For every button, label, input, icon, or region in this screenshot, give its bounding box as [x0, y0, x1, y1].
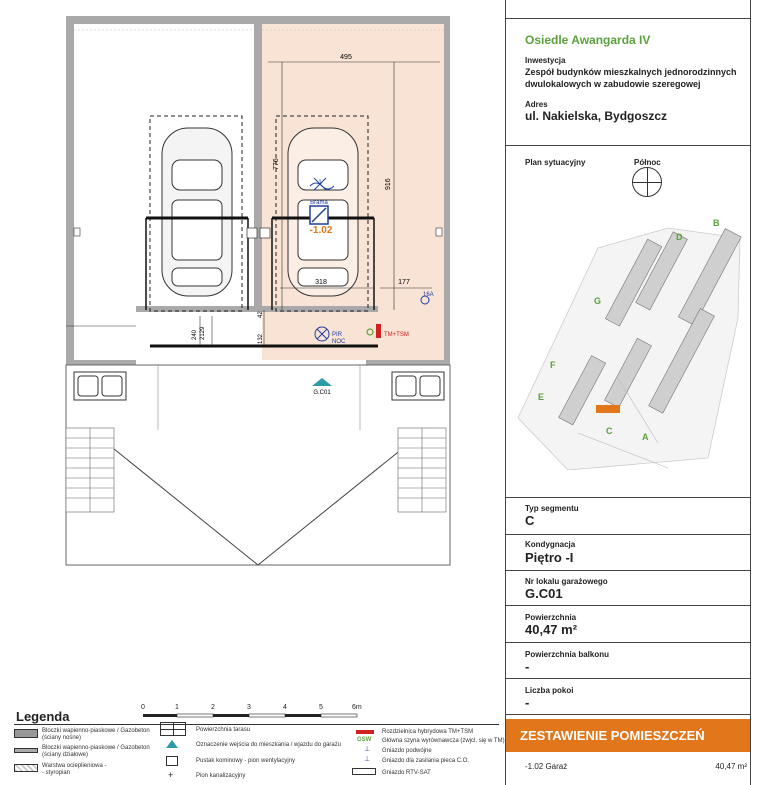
legend-item: Bloczki wapienno-piaskowe / Gazobeton (ściany działowe) — [42, 745, 150, 758]
floor-value: Piętro -I — [525, 550, 574, 565]
sensor-label-pir: PIR — [332, 332, 343, 338]
dim-177: 177 — [398, 279, 410, 286]
site-label-d: D — [676, 232, 683, 242]
legend-item: Główna szyna wyrównawcza (zwjcl. się w TM) — [382, 738, 505, 744]
sensor-label-noc: NOC — [332, 339, 346, 345]
legend-swatch-insulation — [14, 764, 38, 772]
panel-divider — [505, 605, 751, 606]
gsw-icon: GSW — [357, 737, 372, 743]
dim-318: 318 — [315, 279, 327, 286]
plus-icon: + — [168, 770, 174, 780]
legend-title: Legenda — [16, 709, 70, 724]
tm-label: TM+TSM — [384, 332, 409, 338]
panel-divider — [505, 18, 751, 19]
dim-2129: 2129 — [200, 326, 206, 340]
rooms-table-header: ZESTAWIENIE POMIESZCZEŃ — [506, 719, 750, 752]
garage-number-value: G.C01 — [525, 586, 563, 601]
address-label: Adres — [525, 100, 548, 109]
panel-divider — [505, 534, 751, 535]
dim-776: 776 — [273, 158, 280, 170]
legend-item: Pustak kominowy - pion wentylacyjny — [196, 758, 296, 764]
panel-divider — [505, 714, 751, 715]
rooms-label: Liczba pokoi — [525, 686, 574, 695]
rooms-value: - — [525, 695, 530, 710]
segment-label: Typ segmentu — [525, 504, 579, 513]
tm-panel — [376, 324, 381, 338]
segment-value: C — [525, 513, 535, 528]
north-compass-icon — [632, 167, 662, 197]
entrance-marker — [312, 378, 332, 386]
dim-132: 132 — [258, 333, 264, 344]
site-label-g: G — [594, 296, 602, 306]
legend-item: Gniazdo RTV-SAT — [382, 770, 431, 776]
site-plan-label: Plan sytuacyjny — [525, 158, 586, 167]
address-value: ul. Nakielska, Bydgoszcz — [525, 109, 668, 123]
gate-label: Brama — [310, 200, 328, 206]
room-name: -1.02 Garaż — [525, 762, 568, 771]
investment-line1: Zespół budynków mieszkalnych jednorodzinnych — [525, 67, 737, 77]
legend-item: Pion kanalizacyjny — [196, 773, 246, 779]
dim-42: 42 — [258, 311, 264, 318]
panel-divider — [505, 642, 751, 643]
dim-495: 495 — [340, 54, 352, 61]
investment-label: Inwestycja — [525, 56, 566, 65]
room-area: 40,47 m² — [715, 762, 747, 771]
panel-divider — [505, 570, 751, 571]
legend-item: Oznaczenie wejścia do mieszkania / wjazdu do garażu — [196, 742, 342, 748]
panel-divider — [505, 678, 751, 679]
legend-item: Bloczki wapienno-piaskowe / Gazobeton (ściany nośne) — [42, 728, 150, 741]
rtv-icon — [352, 768, 376, 775]
scale-tick: 5 — [319, 704, 323, 711]
panel-border-right — [750, 0, 751, 785]
panel-divider — [505, 145, 751, 146]
site-plan-map — [508, 208, 748, 470]
legend-divider — [14, 724, 499, 725]
legend-item: Powierzchnia tarasu — [196, 727, 251, 733]
scale-tick: 1 — [175, 704, 179, 711]
dim-916: 916 — [385, 178, 392, 190]
legend-swatch-terrace — [160, 722, 186, 736]
area-value: 40,47 m² — [525, 622, 578, 637]
entrance-icon — [166, 740, 178, 748]
balcony-value: - — [525, 659, 530, 674]
scale-tick: 4 — [283, 704, 287, 711]
scale-tick: 2 — [211, 704, 215, 711]
site-label-b: B — [713, 218, 720, 228]
panel-border-left — [505, 0, 506, 785]
garage-number-label: Nr lokalu garażowego — [525, 577, 608, 586]
site-label-e: E — [538, 392, 545, 402]
legend-item: Warstwa ocieplieniowa - - styropian — [42, 763, 107, 776]
legend-swatch-bearing — [14, 729, 38, 738]
chimney-icon — [166, 756, 178, 766]
one-label: 1 — [318, 180, 322, 186]
floor-label: Kondygnacja — [525, 540, 576, 549]
legend-item: Gniazdo podwójne — [382, 748, 432, 754]
legend-item: Gniazdo dla zasilania pieca C.O. — [382, 758, 470, 764]
stairs-left — [66, 428, 114, 512]
tm-icon — [356, 730, 374, 734]
site-label-c: C — [606, 426, 613, 436]
area-label: Powierzchnia — [525, 613, 577, 622]
scale-tick: 6m — [352, 704, 362, 711]
car-left — [162, 128, 232, 296]
site-label-f: F — [550, 360, 556, 370]
scale-bar — [140, 704, 360, 716]
scale-tick: 3 — [247, 704, 251, 711]
socket-icon: ⊥ — [364, 746, 371, 753]
scale-tick: 0 — [141, 704, 145, 711]
investment-line2: dwulokalowych w zabudowie szeregowej — [525, 79, 701, 89]
dim-240: 240 — [192, 329, 198, 340]
socket-co-icon: ⊥ — [364, 756, 371, 763]
site-label-a: A — [642, 432, 649, 442]
unit-label: G.C01 — [313, 390, 331, 396]
north-label: Północ — [634, 158, 661, 167]
legend-item: Rozdzielnica hybrydowa TM+TSM — [382, 729, 474, 735]
project-name: Osiedle Awangarda IV — [525, 33, 651, 47]
panel-divider — [505, 497, 751, 498]
socket-label: 16A — [423, 292, 434, 298]
table-row — [525, 762, 747, 771]
legend-swatch-partition — [14, 748, 38, 753]
stairs-right — [398, 428, 446, 512]
balcony-label: Powierzchnia balkonu — [525, 650, 610, 659]
level-label: -1.02 — [309, 225, 333, 236]
